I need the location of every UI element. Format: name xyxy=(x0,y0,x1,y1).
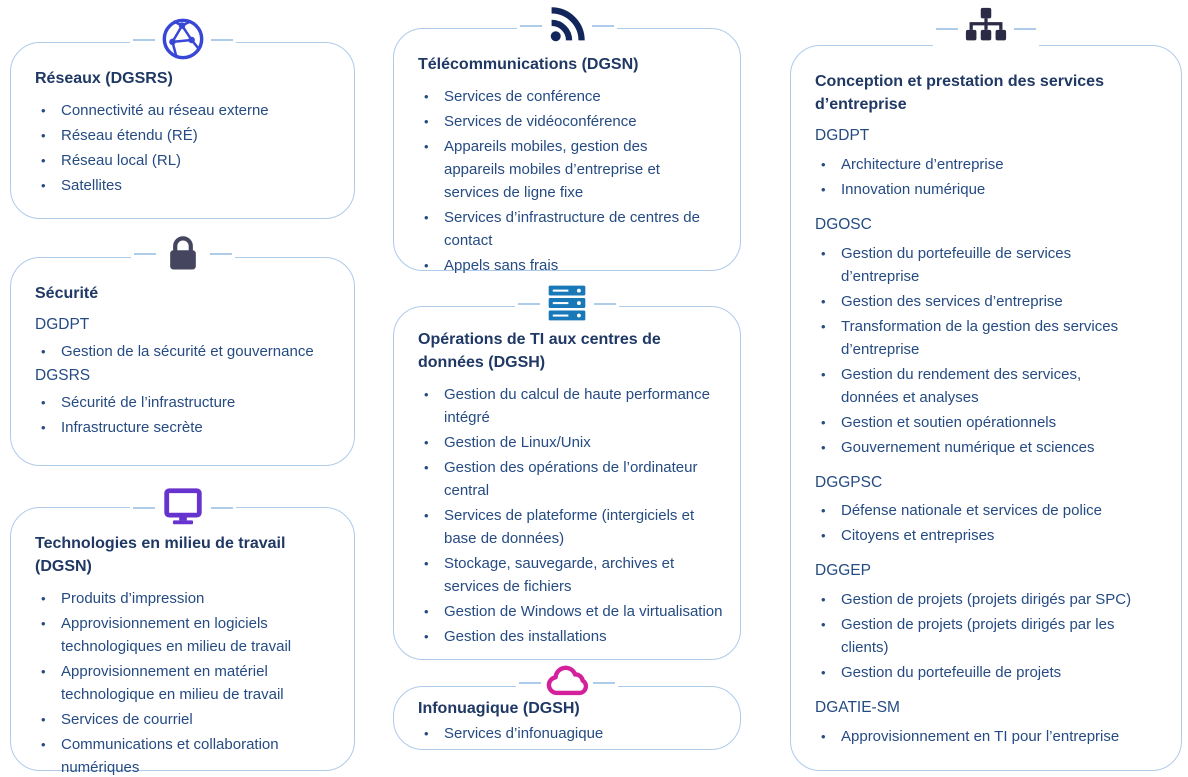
bullet-icon: • xyxy=(821,245,826,261)
section-heading: DGGEP xyxy=(815,562,871,580)
section-heading: DGDPT xyxy=(35,316,90,334)
list-item xyxy=(418,383,726,429)
list-item-text: Services de plateforme (intergiciels et base de données) xyxy=(444,507,695,548)
list-item xyxy=(35,124,340,147)
bullet-icon: • xyxy=(821,366,826,382)
list-item-text: Connectivité au réseau externe xyxy=(61,102,269,120)
list-item-text: Gestion du portefeuille de projets xyxy=(841,664,1062,682)
bullet-icon: • xyxy=(41,664,46,680)
list-item-text: Gestion du portefeuille de services d’entreprise xyxy=(841,244,1072,285)
bullet-icon: • xyxy=(424,387,429,403)
card-title: Infonuagique (DGSH) xyxy=(418,700,580,717)
list-item-text: Appels sans frais xyxy=(444,257,559,275)
list-item xyxy=(418,206,726,252)
item-list xyxy=(815,588,1167,684)
bullet-icon: • xyxy=(424,89,429,105)
bullet-icon: • xyxy=(821,728,826,744)
cloud-icon xyxy=(516,664,618,700)
broadcast-icon xyxy=(517,5,617,45)
list-item-text: Gestion du calcul de haute performance intégré xyxy=(444,386,710,427)
list-item xyxy=(815,242,1167,288)
item-list xyxy=(815,499,1167,547)
list-item-text: Services de vidéoconférence xyxy=(444,113,637,131)
list-item xyxy=(815,411,1167,434)
org-chart-icon xyxy=(933,6,1039,50)
list-item xyxy=(35,587,340,610)
card-title: Sécurité xyxy=(35,285,99,302)
bullet-icon: • xyxy=(821,318,826,334)
item-list xyxy=(35,391,340,439)
bullet-icon: • xyxy=(424,508,429,524)
list-item xyxy=(35,99,340,122)
lock-icon xyxy=(131,231,235,275)
list-item-text: Citoyens et entreprises xyxy=(841,527,995,545)
list-item xyxy=(35,149,340,172)
bullet-icon: • xyxy=(41,737,46,753)
list-item-text: Approvisionnement en matériel technologique en milieu de travail xyxy=(61,663,284,704)
list-item-text: Gouvernement numérique et sciences xyxy=(841,438,1095,456)
bullet-icon: • xyxy=(821,414,826,430)
list-item-text: Satellites xyxy=(61,177,122,195)
list-item xyxy=(815,315,1167,361)
list-item xyxy=(815,178,1167,201)
item-list xyxy=(418,722,726,745)
card-title: Opérations de TI aux centres de données (DGSH) xyxy=(418,331,661,372)
list-item xyxy=(815,153,1167,176)
bullet-icon: • xyxy=(424,460,429,476)
item-list xyxy=(35,99,340,197)
card-operations-ti xyxy=(393,306,741,660)
bullet-icon: • xyxy=(41,153,46,169)
list-item xyxy=(418,456,726,502)
bullet-icon: • xyxy=(821,293,826,309)
list-item xyxy=(815,725,1167,748)
list-item xyxy=(35,660,340,706)
bullet-icon: • xyxy=(424,258,429,274)
bullet-icon: • xyxy=(41,419,46,435)
list-item xyxy=(418,722,726,745)
list-item xyxy=(418,110,726,133)
bullet-icon: • xyxy=(41,103,46,119)
list-item-text: Défense nationale et services de police xyxy=(841,502,1102,520)
list-item xyxy=(815,499,1167,522)
bullet-icon: • xyxy=(41,712,46,728)
list-item-text: Services de conférence xyxy=(444,88,601,106)
list-item xyxy=(815,588,1167,611)
section-heading: DGOSC xyxy=(815,216,872,234)
list-item xyxy=(35,391,340,414)
bullet-icon: • xyxy=(821,528,826,544)
list-item xyxy=(418,504,726,550)
bullet-icon: • xyxy=(424,726,429,742)
bullet-icon: • xyxy=(41,128,46,144)
list-item xyxy=(418,552,726,598)
item-list xyxy=(815,725,1167,748)
item-list xyxy=(815,242,1167,459)
section-heading: DGATIE-SM xyxy=(815,699,900,717)
bullet-icon: • xyxy=(41,591,46,607)
bullet-icon: • xyxy=(821,617,826,633)
bullet-icon: • xyxy=(821,157,826,173)
bullet-icon: • xyxy=(424,114,429,130)
list-item-text: Innovation numérique xyxy=(841,181,986,199)
list-item-text: Gestion de projets (projets dirigés par les clients) xyxy=(841,616,1115,657)
list-item-text: Gestion de projets (projets dirigés par SPC) xyxy=(841,591,1132,609)
card-technologies xyxy=(10,507,355,777)
section-heading: DGGPSC xyxy=(815,473,883,491)
list-item-text: Gestion de Linux/Unix xyxy=(444,434,591,452)
list-item-text: Approvisionnement en logiciels technologiques en milieu de travail xyxy=(61,615,292,656)
list-item-text: Services d’infrastructure de centres de contact xyxy=(444,209,700,250)
list-item xyxy=(418,254,726,277)
list-item-text: Appareils mobiles, gestion des appareils mobiles d’entreprise et services de ligne fixe xyxy=(444,138,660,202)
list-item-text: Sécurité de l’infrastructure xyxy=(61,393,236,411)
item-list xyxy=(418,383,726,648)
list-item xyxy=(815,524,1167,547)
list-item xyxy=(35,416,340,439)
item-list xyxy=(815,153,1167,201)
list-item xyxy=(35,612,340,658)
list-item xyxy=(815,661,1167,684)
list-item-text: Infrastructure secrète xyxy=(61,418,203,436)
server-stack-icon xyxy=(515,281,619,325)
list-item xyxy=(418,600,726,623)
card-title: Conception et prestation des services d’entreprise xyxy=(815,73,1104,114)
list-item xyxy=(35,708,340,731)
bullet-icon: • xyxy=(41,616,46,632)
list-item-text: Gestion des installations xyxy=(444,628,607,646)
bullet-icon: • xyxy=(41,178,46,194)
card-title: Télécommunications (DGSN) xyxy=(418,56,639,73)
list-item-text: Gestion des opérations de l’ordinateur central xyxy=(444,459,698,500)
section-heading: DGDPT xyxy=(815,127,870,145)
list-item xyxy=(815,363,1167,409)
item-list xyxy=(35,340,340,363)
list-item xyxy=(815,436,1167,459)
bullet-icon: • xyxy=(41,394,46,410)
list-item xyxy=(35,340,340,363)
list-item-text: Gestion et soutien opérationnels xyxy=(841,413,1057,431)
list-item-text: Gestion du rendement des services, données et analyses xyxy=(841,365,1082,406)
bullet-icon: • xyxy=(821,665,826,681)
bullet-icon: • xyxy=(424,435,429,451)
list-item-text: Architecture d’entreprise xyxy=(841,156,1004,174)
list-item xyxy=(418,135,726,204)
list-item xyxy=(35,733,340,777)
monitor-icon xyxy=(130,484,236,530)
bullet-icon: • xyxy=(424,139,429,155)
list-item-text: Stockage, sauvegarde, archives et services de fichiers xyxy=(444,555,675,596)
bullet-icon: • xyxy=(41,343,46,359)
list-item-text: Gestion de la sécurité et gouvernance xyxy=(61,342,314,360)
list-item-text: Approvisionnement en TI pour l’entreprise xyxy=(841,727,1120,745)
list-item-text: Gestion des services d’entreprise xyxy=(841,292,1063,310)
list-item-text: Réseau local (RL) xyxy=(61,152,182,170)
item-list xyxy=(418,85,726,277)
card-reseaux xyxy=(10,42,355,219)
list-item-text: Gestion de Windows et de la virtualisation xyxy=(444,603,723,621)
card-infonuagique xyxy=(393,686,741,750)
bullet-icon: • xyxy=(821,439,826,455)
bullet-icon: • xyxy=(821,592,826,608)
bullet-icon: • xyxy=(424,629,429,645)
list-item xyxy=(418,85,726,108)
list-item xyxy=(815,290,1167,313)
list-item-text: Services d’infonuagique xyxy=(444,725,604,743)
card-securite xyxy=(10,257,355,466)
list-item-text: Réseau étendu (RÉ) xyxy=(61,127,198,145)
list-item xyxy=(815,613,1167,659)
list-item xyxy=(418,431,726,454)
list-item-text: Transformation de la gestion des services d’entreprise xyxy=(841,317,1119,358)
list-item-text: Produits d’impression xyxy=(61,590,205,608)
bullet-icon: • xyxy=(424,210,429,226)
card-title: Technologies en milieu de travail (DGSN) xyxy=(35,535,286,576)
list-item xyxy=(35,174,340,197)
card-title: Réseaux (DGSRS) xyxy=(35,70,173,87)
card-telecommunications xyxy=(393,28,741,275)
section-heading: DGSRS xyxy=(35,366,91,384)
card-conception xyxy=(790,45,1182,771)
bullet-icon: • xyxy=(821,182,826,198)
bullet-icon: • xyxy=(424,556,429,572)
bullet-icon: • xyxy=(821,503,826,519)
list-item-text: Communications et collaboration numériques xyxy=(61,736,279,777)
bullet-icon: • xyxy=(424,604,429,620)
list-item-text: Services de courriel xyxy=(61,711,193,729)
item-list xyxy=(35,587,340,777)
network-globe-icon xyxy=(130,16,236,62)
list-item xyxy=(418,625,726,648)
